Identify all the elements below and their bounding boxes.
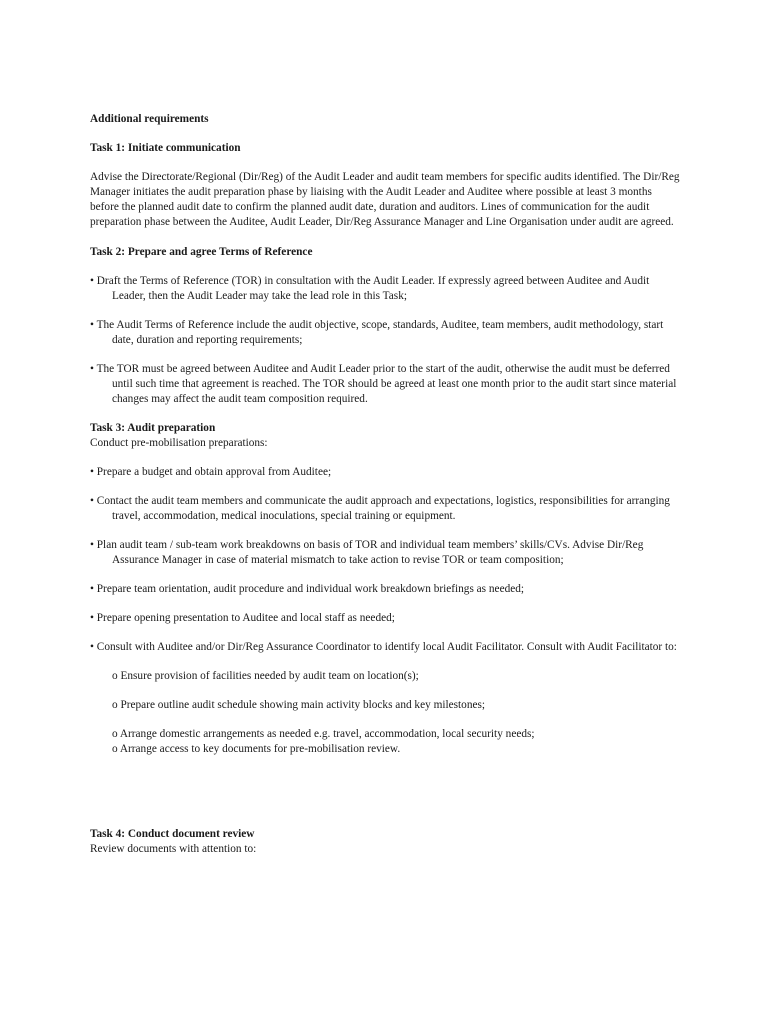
task2-title: Task 2: Prepare and agree Terms of Reference [90,246,313,258]
task3-bullet-1: • Prepare a budget and obtain approval from Auditee; [90,466,332,478]
task3-sub-item-4: o Arrange access to key documents for pre-mobilisation review. [112,743,401,755]
task3-bullet-2: • Contact the audit team members and communicate the audit approach and expectations, logistics, responsibilities for arranging travel, accommodation, medical inoculations, special training or equipment. [90,495,670,522]
task1-body: Advise the Directorate/Regional (Dir/Reg) of the Audit Leader and audit team members for specific audits identified. The Dir/Reg Manager initiates the audit preparation phase by liaising with the Audit Leader and Auditee where possible at least 3 months before the planned audit date to confirm the planned audit date, duration and auditors. Lines of communication for the audit preparation phase between the Auditee, Audit Leader, Dir/Reg Assurance Manager and Line Organisation under audit are agreed. [90,171,680,228]
task3-intro: Conduct pre-mobilisation preparations: [90,437,268,449]
task4-title: Task 4: Conduct document review [90,828,255,840]
task3-sub-item-2: o Prepare outline audit schedule showing main activity blocks and key milestones; [112,699,486,711]
task3-bullet-3: • Plan audit team / sub-team work breakdowns on basis of TOR and individual team members’ skills/CVs. Advise Dir/Reg Assurance Manager in case of material mismatch to take action to revise TOR or team composition; [90,539,644,566]
task1-title: Task 1: Initiate communication [90,142,241,154]
task2-bullet-2: • The Audit Terms of Reference include the audit objective, scope, standards, Auditee, team members, audit methodology, start date, duration and reporting requirements; [90,319,664,346]
task3-title: Task 3: Audit preparation [90,422,216,434]
task4-intro: Review documents with attention to: [90,843,257,855]
task2-bullet-3: • The TOR must be agreed between Auditee and Audit Leader prior to the start of the audit, otherwise the audit must be deferred until such time that agreement is reached. The TOR should be agreed at least one month prior to the audit start since material changes may affect the audit team composition required. [90,363,677,405]
task2-bullet-1: • Draft the Terms of Reference (TOR) in consultation with the Audit Leader. If expressly agreed between Auditee and Audit Leader, then the Audit Leader may take the lead role in this Task; [90,275,650,302]
document-page [90,112,680,857]
document-heading: Additional requirements [90,113,209,125]
task3-bullet-6: • Consult with Auditee and/or Dir/Reg Assurance Coordinator to identify local Audit Facilitator. Consult with Audit Facilitator to: [90,641,677,653]
task3-bullet-4: • Prepare team orientation, audit procedure and individual work breakdown briefings as needed; [90,583,525,595]
task3-bullet-5: • Prepare opening presentation to Auditee and local staff as needed; [90,612,395,624]
task3-sub-item-3: o Arrange domestic arrangements as needed e.g. travel, accommodation, local security needs; [112,728,535,740]
task3-sub-item-1: o Ensure provision of facilities needed by audit team on location(s); [112,670,419,682]
